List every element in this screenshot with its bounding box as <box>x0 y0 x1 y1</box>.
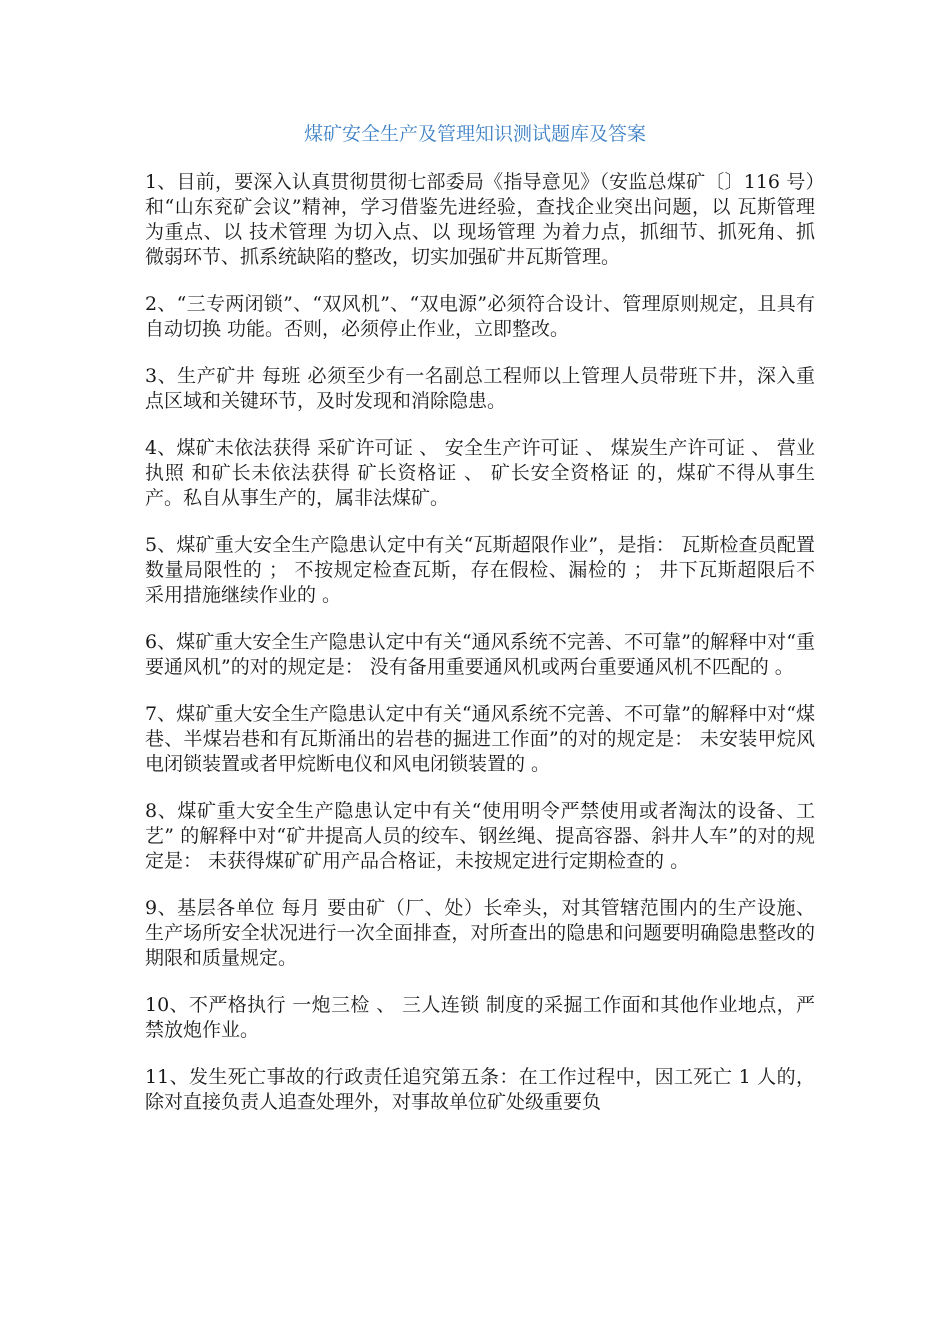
question-paragraph-4: 4、煤矿未依法获得 采矿许可证 、 安全生产许可证 、 煤炭生产许可证 、 营业执照 和矿长未依法获得 矿长资格证 、 矿长安全资格证 的，煤矿不得从事生产。私自从事生产的，属非法煤矿。 <box>145 437 815 509</box>
question-paragraph-2: 2、“三专两闭锁”、“双风机”、“双电源”必须符合设计、管理原则规定，且具有 自动切换 功能。否则，必须停止作业，立即整改。 <box>145 293 822 340</box>
document-title: 煤矿安全生产及管理知识测试题库及答案 <box>303 123 646 145</box>
question-paragraph-11: 11、发生死亡事故的行政责任追究第五条：在工作过程中，因工死亡 1 人的，除对直接负责人追查处理外，对事故单位矿处级重要负 <box>145 1066 815 1113</box>
question-paragraph-1: 1、目前，要深入认真贯彻贯彻七部委局《指导意见》（安监总煤矿〔〕116 号）和“山东兖矿会议”精神，学习借鉴先进经验，查找企业突出问题，以 瓦斯管理 为重点、以 技术管理 为切入点、以 现场管理 为着力点，抓细节、抓死角、抓微弱环节、抓系统缺陷的整改，切实加强矿井瓦斯管理。 <box>145 171 822 268</box>
question-paragraph-8: 8、煤矿重大安全生产隐患认定中有关“使用明令严禁使用或者淘汰的设备、工艺” 的解释中对“矿井提高人员的绞车、钢丝绳、提高容器、斜井人车”的对的规定是： 未获得煤矿矿用产品合格证，未按规定进行定期检查的 。 <box>145 800 815 872</box>
question-paragraph-3: 3、生产矿井 每班 必须至少有一名副总工程师以上管理人员带班下井，深入重点区域和关键环节，及时发现和消除隐患。 <box>145 365 815 412</box>
question-paragraph-9: 9、基层各单位 每月 要由矿（厂、处）长牵头，对其管辖范围内的生产设施、生产场所安全状况进行一次全面排查，对所查出的隐患和问题要明确隐患整改的期限和质量规定。 <box>145 897 815 969</box>
question-paragraph-6: 6、煤矿重大安全生产隐患认定中有关“通风系统不完善、不可靠”的解释中对“重要通风机”的对的规定是： 没有备用重要通风机或两台重要通风机不匹配的 。 <box>145 631 815 678</box>
question-paragraph-7: 7、煤矿重大安全生产隐患认定中有关“通风系统不完善、不可靠”的解释中对“煤巷、半煤岩巷和有瓦斯涌出的岩巷的掘进工作面”的对的规定是： 未安装甲烷风电闭锁装置或者甲烷断电仪和风电闭锁装置的 。 <box>145 703 815 775</box>
question-paragraph-10: 10、不严格执行 一炮三检 、 三人连锁 制度的采掘工作面和其他作业地点，严禁放炮作业。 <box>145 994 815 1041</box>
document-body <box>145 170 822 1137</box>
question-paragraph-5: 5、煤矿重大安全生产隐患认定中有关“瓦斯超限作业”，是指： 瓦斯检查员配置数量局限性的 ； 不按规定检查瓦斯，存在假检、漏检的 ； 井下瓦斯超限后不采用措施继续作业的 。 <box>145 534 815 606</box>
